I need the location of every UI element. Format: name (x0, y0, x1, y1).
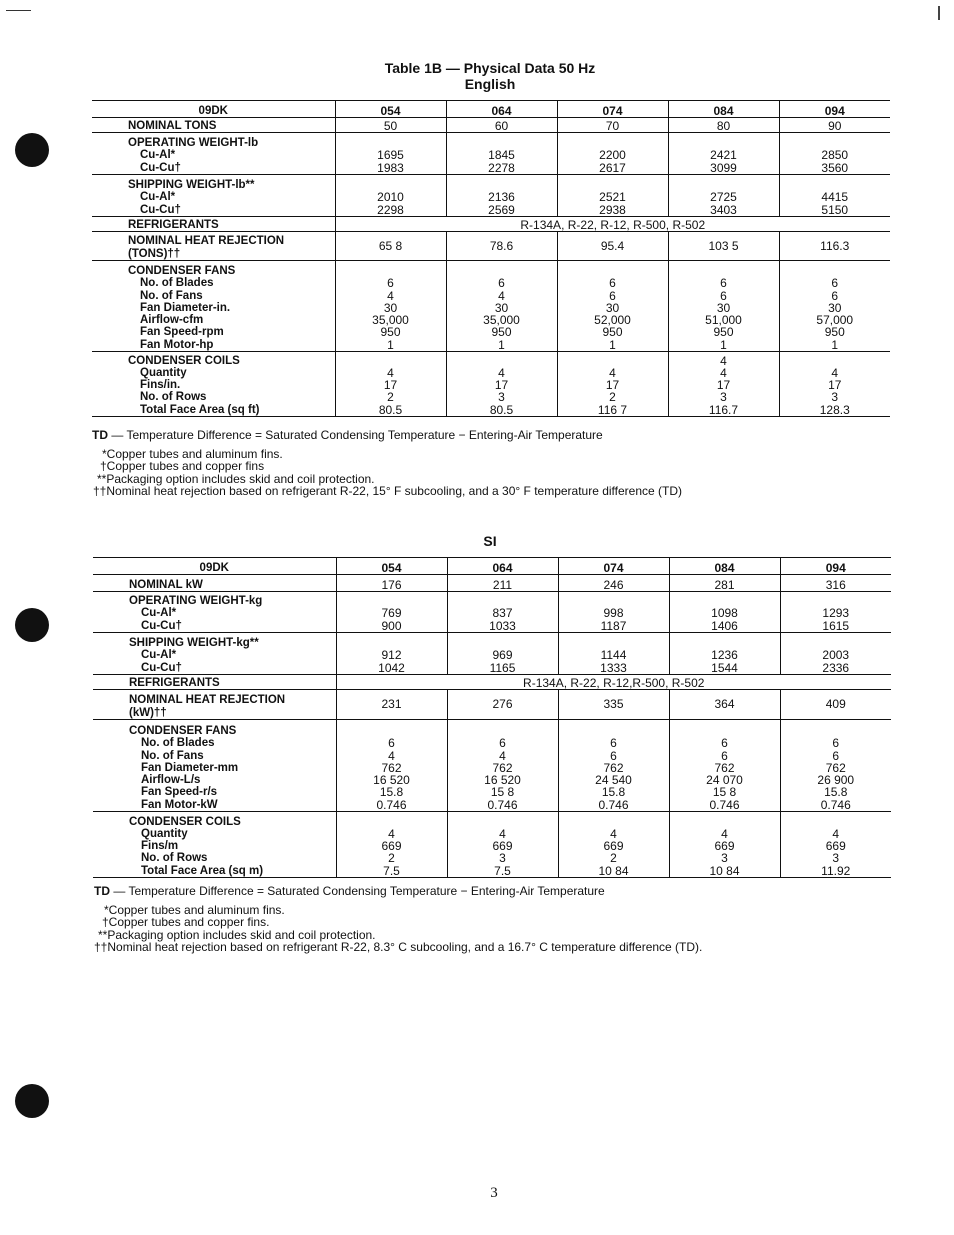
english-header-label: 09DK (198, 104, 228, 117)
si-td-text: — Temperature Difference = Saturated Condensing Temperature − Entering-Air Temperature (110, 884, 605, 898)
english-notes (92, 429, 892, 497)
english-fan-row-label: Airflow-cfm (140, 314, 204, 327)
english-operating-cual: 2850 (821, 148, 849, 163)
english-fan-value: 6 (720, 276, 727, 291)
si-heat-value: 409 (780, 690, 891, 720)
english-heat-row (92, 232, 890, 261)
english-td-note (92, 429, 892, 441)
si-shipping-cual: 969 (492, 648, 513, 663)
si-fan-value: 15.8 (601, 785, 626, 800)
si-shipping-cucu: 1042 (378, 660, 405, 675)
english-heat-unit-label: (TONS)†† (128, 247, 181, 260)
english-coil-value: 17 (605, 378, 620, 393)
si-shipping-row (93, 633, 891, 675)
english-fan-value: 35,000 (372, 313, 409, 328)
english-coil-value: 17 (383, 378, 398, 393)
si-refrigerants-value: R-134A, R-22, R-12,R-500, R-502 (336, 675, 891, 690)
si-heat-value: 276 (447, 690, 558, 720)
si-header-row (93, 558, 891, 575)
english-shipping-cucu: 3403 (710, 202, 737, 217)
english-fan-value: 1 (609, 337, 616, 352)
si-note-1: *Copper tubes and aluminum fins. (104, 903, 285, 918)
english-col-074: 074 (557, 101, 668, 118)
english-nominal-value: 60 (446, 118, 557, 133)
english-heat-value: 95.4 (557, 232, 668, 261)
english-fan-value: 950 (380, 325, 401, 340)
english-coil-value: 4 (387, 365, 394, 380)
english-cual-label: Cu-Al* (140, 149, 176, 162)
english-refrigerants-row (92, 217, 890, 232)
english-coil-value: 4 (498, 365, 505, 380)
si-fan-value: 0.746 (376, 797, 407, 812)
binder-hole-3 (15, 1084, 49, 1118)
english-fan-value: 51,000 (705, 313, 742, 328)
si-fans-row (93, 720, 891, 812)
si-shipping-cual: 1236 (711, 648, 738, 663)
english-operating-cucu: 3560 (821, 160, 849, 175)
si-coil-value: 4 (499, 826, 506, 841)
si-operating-row (93, 592, 891, 633)
english-coil-value: 4 (720, 365, 727, 380)
english-fan-value: 6 (831, 288, 839, 303)
si-nominal-label: NOMINAL kW (129, 578, 203, 591)
si-td-abbr: TD (94, 884, 110, 898)
si-heat-value: 231 (336, 690, 447, 720)
si-subtitle: SI (483, 533, 497, 549)
english-operating-cucu: 2617 (599, 160, 626, 175)
top-left-rule (6, 10, 31, 11)
si-fan-value: 4 (388, 748, 395, 763)
si-nominal-row (93, 575, 891, 592)
si-cual-label: Cu-Al* (141, 649, 177, 662)
si-coil-value: 669 (492, 839, 513, 854)
si-fan-value: 6 (499, 736, 506, 751)
english-coils-row (92, 352, 890, 417)
english-fan-value: 1 (387, 337, 394, 352)
english-coil-value: 3 (498, 390, 505, 405)
english-fan-value: 1 (831, 337, 839, 352)
english-nominal-label: NOMINAL TONS (128, 119, 217, 132)
si-col-064: 064 (447, 558, 558, 575)
english-fan-value: 30 (494, 300, 509, 315)
si-fan-row-label: Airflow-L/s (141, 774, 201, 787)
english-fan-value: 6 (720, 288, 727, 303)
english-note-1: *Copper tubes and aluminum fins. (102, 447, 283, 462)
si-operating-cucu: 1406 (711, 618, 738, 633)
si-fan-value: 762 (603, 760, 624, 775)
si-coil-value: 4 (388, 826, 395, 841)
si-coil-value: 669 (603, 839, 624, 854)
si-fan-value: 762 (714, 760, 735, 775)
english-refrigerants-value: R-134A, R-22, R-12, R-500, R-502 (335, 217, 890, 232)
si-cual-label: Cu-Al* (141, 607, 177, 620)
si-fan-value: 24 540 (595, 773, 632, 788)
english-operating-cual: 1845 (488, 148, 515, 163)
english-td-text: — Temperature Difference = Saturated Condensing Temperature − Entering-Air Temperature (108, 428, 603, 442)
english-coil-value: 2 (387, 390, 394, 405)
si-note-3: **Packaging option includes skid and coil protection. (98, 927, 376, 942)
si-fan-value: 15 8 (490, 785, 515, 800)
si-note-4: ††Nominal heat rejection based on refrigerant R-22, 8.3° C subcooling, and a 16.7° C temperature difference (TD). (94, 939, 703, 954)
english-fan-value: 57,000 (816, 313, 854, 328)
si-col-094: 094 (780, 558, 891, 575)
si-operating-cucu: 1615 (822, 618, 850, 633)
si-operating-cucu: 1033 (489, 618, 516, 633)
si-coil-row-label: Quantity (141, 827, 188, 840)
english-coil-value: 3 (720, 390, 727, 405)
english-fan-value: 950 (824, 325, 845, 340)
english-coil-value: 3 (831, 390, 839, 405)
si-fan-value: 15 8 (712, 785, 737, 800)
si-fan-value: 16 520 (484, 773, 521, 788)
si-shipping-cucu: 2336 (822, 660, 850, 675)
si-fan-value: 6 (610, 736, 617, 751)
english-fan-value: 4 (387, 288, 394, 303)
english-shipping-cual: 2136 (488, 190, 515, 205)
si-shipping-cual: 1144 (600, 648, 627, 663)
si-fan-value: 15.8 (824, 785, 848, 800)
english-col-064: 064 (446, 101, 557, 118)
english-shipping-row (92, 175, 890, 217)
si-operating-cual: 1098 (711, 606, 738, 621)
si-heat-label: NOMINAL HEAT REJECTION (129, 694, 286, 707)
si-operating-cual: 998 (603, 606, 624, 621)
english-nominal-row (92, 118, 890, 133)
english-header-row (92, 101, 890, 118)
si-heat-unit-label: (kW)†† (129, 706, 167, 719)
english-fan-value: 35,000 (483, 313, 520, 328)
english-fan-value: 30 (716, 300, 731, 315)
english-note-2: †Copper tubes and copper fins (100, 459, 265, 474)
top-right-mark (938, 6, 940, 20)
english-shipping-cual: 2521 (599, 190, 626, 205)
si-coil-value: 4 (610, 826, 617, 841)
si-coil-value: 669 (714, 839, 735, 854)
english-fan-value: 1 (720, 337, 727, 352)
si-operating-cucu: 1187 (600, 618, 627, 633)
english-note-3: **Packaging option includes skid and coil protection. (97, 471, 375, 486)
binder-hole-1 (15, 133, 49, 167)
si-fan-row-label: Fan Speed-r/s (141, 786, 218, 799)
english-fan-row-label: Fan Motor-hp (140, 338, 214, 351)
english-note-4: ††Nominal heat rejection based on refrigerant R-22, 15° F subcooling, and a 30° F temperature difference (TD) (93, 483, 683, 498)
english-fan-value: 6 (609, 276, 616, 291)
si-shipping-label: SHIPPING WEIGHT-kg** (129, 637, 259, 650)
english-nominal-value: 50 (335, 118, 446, 133)
english-operating-label: OPERATING WEIGHT-lb (128, 137, 259, 150)
english-nominal-value: 70 (557, 118, 668, 133)
english-operating-cucu: 2278 (488, 160, 515, 175)
english-coil-row-label: Total Face Area (sq ft) (140, 403, 260, 416)
si-coils-row (93, 812, 891, 878)
english-coil-value: 116.7 (708, 402, 739, 417)
english-fan-value: 52,000 (594, 313, 631, 328)
si-coil-value: 2 (610, 851, 617, 866)
si-coil-value: 2 (388, 851, 395, 866)
si-coil-value: 3 (499, 851, 506, 866)
english-operating-cucu: 3099 (710, 160, 737, 175)
english-operating-row (92, 133, 890, 175)
english-fan-value: 6 (831, 276, 839, 291)
english-fan-value: 6 (609, 288, 616, 303)
english-shipping-cucu: 2298 (377, 202, 404, 217)
english-shipping-cucu: 2569 (488, 202, 515, 217)
si-col-084: 084 (669, 558, 780, 575)
binder-hole-2 (15, 608, 49, 642)
si-heat-value: 364 (669, 690, 780, 720)
english-fan-value: 950 (713, 325, 734, 340)
english-coil-value: 80.5 (489, 402, 514, 417)
english-col-054: 054 (335, 101, 446, 118)
si-header-label: 09DK (199, 561, 229, 574)
si-coil-value: 669 (381, 839, 402, 854)
english-fans-row (92, 261, 890, 352)
si-fan-value: 4 (499, 748, 506, 763)
english-coil-value: 17 (828, 378, 842, 393)
english-operating-cucu: 1983 (377, 160, 404, 175)
si-refrigerants-row (93, 675, 891, 690)
si-fan-value: 16 520 (373, 773, 410, 788)
si-fan-row-label: Fan Motor-kW (141, 798, 218, 811)
si-coil-value: 10 84 (709, 863, 740, 878)
english-coil-value: 4 (831, 365, 839, 380)
si-coil-value: 3 (721, 851, 728, 866)
english-heat-value: 65 8 (335, 232, 446, 261)
si-shipping-cucu: 1333 (600, 660, 627, 675)
english-heat-value: 103 5 (668, 232, 779, 261)
si-fans-label: CONDENSER FANS (129, 724, 237, 737)
si-note-2: †Copper tubes and copper fins. (102, 915, 270, 930)
si-fan-value: 0.746 (820, 797, 851, 812)
english-fan-value: 6 (498, 276, 505, 291)
english-coils-label: CONDENSER COILS (128, 354, 240, 367)
table-title: Table 1B — Physical Data 50 Hz (384, 60, 596, 76)
english-col-094: 094 (779, 101, 890, 118)
english-fan-value: 4 (498, 288, 505, 303)
english-fans-label: CONDENSER FANS (128, 264, 236, 277)
si-fan-row-label: No. of Fans (141, 749, 204, 762)
si-heat-value: 335 (558, 690, 669, 720)
english-operating-cual: 2200 (599, 148, 626, 163)
si-operating-cucu: 900 (381, 618, 402, 633)
english-fan-value: 30 (828, 300, 842, 315)
english-cual-label: Cu-Al* (140, 191, 176, 204)
si-fan-value: 762 (492, 760, 513, 775)
si-coil-row-label: Total Face Area (sq m) (141, 864, 264, 877)
english-coil-row-label: No. of Rows (140, 391, 207, 404)
si-fan-value: 24 070 (706, 773, 743, 788)
si-fan-value: 15.8 (379, 785, 404, 800)
si-nominal-value: 176 (336, 575, 447, 592)
si-operating-label: OPERATING WEIGHT-kg (129, 595, 263, 608)
english-fan-row-label: No. of Blades (140, 277, 214, 290)
si-fan-value: 6 (388, 736, 395, 751)
english-shipping-cual: 2725 (710, 190, 737, 205)
si-coil-row-label: No. of Rows (141, 852, 208, 865)
si-col-054: 054 (336, 558, 447, 575)
si-td-note (94, 885, 894, 897)
english-fan-row-label: Fan Diameter-in. (140, 301, 231, 314)
english-operating-cual: 2421 (710, 148, 737, 163)
si-nominal-value: 281 (669, 575, 780, 592)
si-table (93, 557, 891, 878)
english-coil-value: 128.3 (819, 402, 850, 417)
si-cucu-label: Cu-Cu† (141, 661, 182, 674)
si-fan-value: 6 (721, 748, 728, 763)
english-coil-row-label: Quantity (140, 366, 187, 379)
si-coil-value: 7.5 (383, 863, 400, 878)
si-nominal-value: 246 (558, 575, 669, 592)
english-coil-row-label: Fins/in. (140, 379, 181, 392)
si-fan-value: 0.746 (709, 797, 740, 812)
english-fan-value: 950 (602, 325, 623, 340)
si-coil-value: 4 (721, 826, 728, 841)
si-coil-row-label: Fins/m (141, 840, 179, 853)
english-coil-value: 2 (609, 390, 616, 405)
english-shipping-label: SHIPPING WEIGHT-lb** (128, 179, 255, 192)
english-fan-row-label: No. of Fans (140, 289, 203, 302)
si-fan-value: 6 (721, 736, 728, 751)
english-heat-label: NOMINAL HEAT REJECTION (128, 235, 285, 248)
si-operating-cual: 837 (492, 606, 513, 621)
english-nominal-value: 80 (668, 118, 779, 133)
si-nominal-value: 316 (780, 575, 891, 592)
english-coil-value: 17 (716, 378, 731, 393)
si-operating-cual: 769 (381, 606, 402, 621)
si-coil-value: 11.92 (821, 863, 851, 878)
si-fan-row-label: Fan Diameter-mm (141, 761, 239, 774)
english-coil-value: 17 (494, 378, 509, 393)
english-shipping-cucu: 2938 (599, 202, 626, 217)
english-heat-value: 116.3 (779, 232, 890, 261)
si-nominal-value: 211 (447, 575, 558, 592)
si-fan-value: 762 (825, 760, 846, 775)
english-fan-value: 1 (498, 337, 505, 352)
english-shipping-cual: 2010 (377, 190, 404, 205)
english-coil-value: 116 7 (597, 402, 628, 417)
english-fan-value: 30 (605, 300, 620, 315)
english-shipping-cual: 4415 (821, 190, 849, 205)
english-coil-extra-value: 4 (720, 353, 727, 368)
english-operating-cual: 1695 (377, 148, 404, 163)
english-shipping-cucu: 5150 (821, 202, 849, 217)
english-table (92, 100, 890, 417)
english-fan-row-label: Fan Speed-rpm (140, 326, 224, 339)
si-shipping-cual: 2003 (822, 648, 850, 663)
si-cucu-label: Cu-Cu† (141, 619, 182, 632)
english-cucu-label: Cu-Cu† (140, 203, 181, 216)
si-coil-value: 3 (832, 851, 840, 866)
english-fan-value: 6 (387, 276, 394, 291)
si-fan-value: 0.746 (487, 797, 518, 812)
english-fan-value: 30 (383, 300, 398, 315)
si-shipping-cucu: 1165 (489, 660, 516, 675)
si-coil-value: 10 84 (598, 863, 629, 878)
english-coil-value: 80.5 (378, 402, 403, 417)
si-notes (94, 885, 894, 953)
si-fan-value: 762 (381, 760, 402, 775)
english-col-084: 084 (668, 101, 779, 118)
english-nominal-value: 90 (779, 118, 890, 133)
si-operating-cual: 1293 (822, 606, 850, 621)
si-fan-value: 6 (610, 748, 617, 763)
english-refrigerants-label: REFRIGERANTS (128, 218, 219, 231)
si-shipping-cual: 912 (381, 648, 402, 663)
si-fan-row-label: No. of Blades (141, 737, 215, 750)
si-coil-value: 7.5 (494, 863, 511, 878)
si-fan-value: 0.746 (598, 797, 629, 812)
si-shipping-cucu: 1544 (711, 660, 738, 675)
si-fan-value: 6 (832, 736, 840, 751)
si-col-074: 074 (558, 558, 669, 575)
si-fan-value: 6 (832, 748, 840, 763)
english-subtitle: English (464, 76, 516, 92)
english-coil-value: 4 (609, 365, 616, 380)
si-coils-label: CONDENSER COILS (129, 815, 241, 828)
english-cucu-label: Cu-Cu† (140, 161, 181, 174)
english-heat-value: 78.6 (446, 232, 557, 261)
page-number: 3 (490, 1185, 498, 1201)
english-fan-value: 950 (491, 325, 512, 340)
si-coil-value: 669 (825, 839, 846, 854)
si-fan-value: 26 900 (817, 773, 855, 788)
si-heat-row (93, 690, 891, 720)
si-coil-value: 4 (832, 826, 840, 841)
english-td-abbr: TD (92, 428, 108, 442)
si-refrigerants-label: REFRIGERANTS (129, 676, 220, 689)
